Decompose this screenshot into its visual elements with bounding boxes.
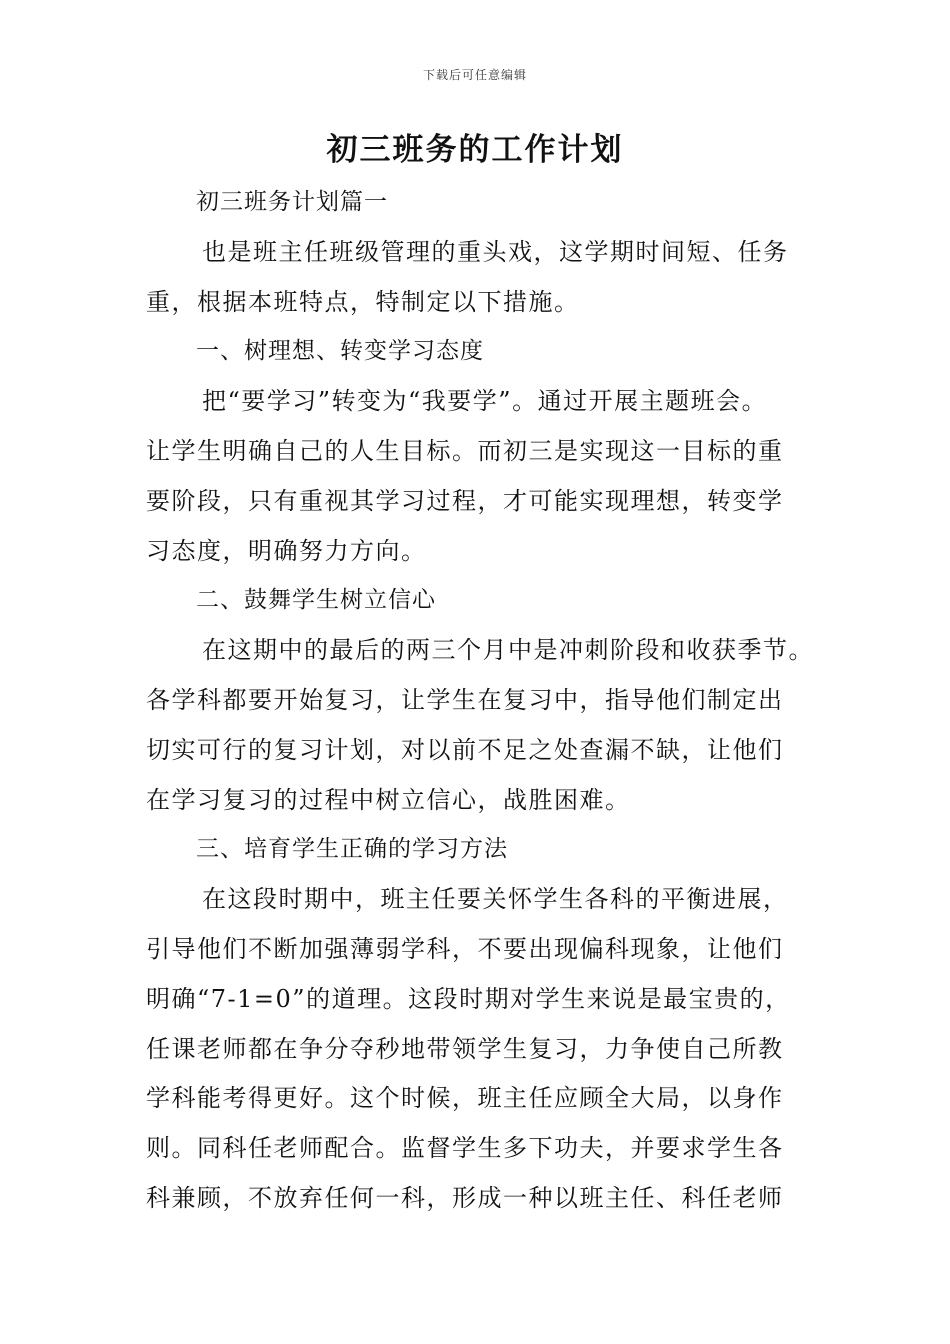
paragraph-line: 重，根据本班特点，特制定以下措施。 bbox=[146, 287, 580, 316]
section-heading: 三、培育学生正确的学习方法 bbox=[196, 836, 508, 863]
paragraph-line: 则。同科任老师配合。监督学生多下功夫，并要求学生各 bbox=[146, 1134, 784, 1163]
paragraph-line: 科兼顾，不放弃任何一科，形成一种以班主任、科任老师 bbox=[146, 1183, 784, 1212]
paragraph-line: 要阶段，只有重视其学习过程，才可能实现理想，转变学 bbox=[146, 486, 784, 515]
paragraph-line: 明确“7-1=0”的道理。这段时期对学生来说是最宝贵的， bbox=[146, 984, 791, 1013]
paragraph-line: 任课老师都在争分夺秒地带领学生复习，力争使自己所教 bbox=[146, 1034, 784, 1063]
paragraph-line: 在学习复习的过程中树立信心，战胜困难。 bbox=[146, 785, 631, 814]
paragraph-line: 切实可行的复习计划，对以前不足之处查漏不缺，让他们 bbox=[146, 735, 784, 764]
paragraph-line: 在这段时期中，班主任要关怀学生各科的平衡进展， bbox=[202, 885, 789, 914]
paragraph-line: 各学科都要开始复习，让学生在复习中，指导他们制定出 bbox=[146, 685, 784, 714]
document-body bbox=[146, 178, 814, 1224]
header-note: 下载后可任意编辑 bbox=[422, 68, 527, 82]
paragraph-line: 也是班主任班级管理的重头戏，这学期时间短、任务 bbox=[202, 237, 789, 266]
paragraph-line: 引导他们不断加强薄弱学科，不要出现偏科现象，让他们 bbox=[146, 934, 784, 963]
section-heading: 一、树理想、转变学习态度 bbox=[196, 338, 484, 365]
document-subtitle: 初三班务计划篇一 bbox=[196, 189, 388, 215]
paragraph-line: 习态度，明确努力方向。 bbox=[146, 536, 427, 565]
paragraph-line: 在这期中的最后的两三个月中是冲刺阶段和收获季节。 bbox=[202, 636, 814, 665]
section-heading: 二、鼓舞学生树立信心 bbox=[196, 587, 436, 614]
document-title: 初三班务的工作计划 bbox=[326, 132, 624, 168]
paragraph-line: 学科能考得更好。这个时候，班主任应顾全大局，以身作 bbox=[146, 1084, 784, 1113]
paragraph-line: 让学生明确自己的人生目标。而初三是实现这一目标的重 bbox=[146, 436, 784, 465]
paragraph-line: 把“要学习”转变为“我要学”。通过开展主题班会。 bbox=[202, 387, 768, 416]
